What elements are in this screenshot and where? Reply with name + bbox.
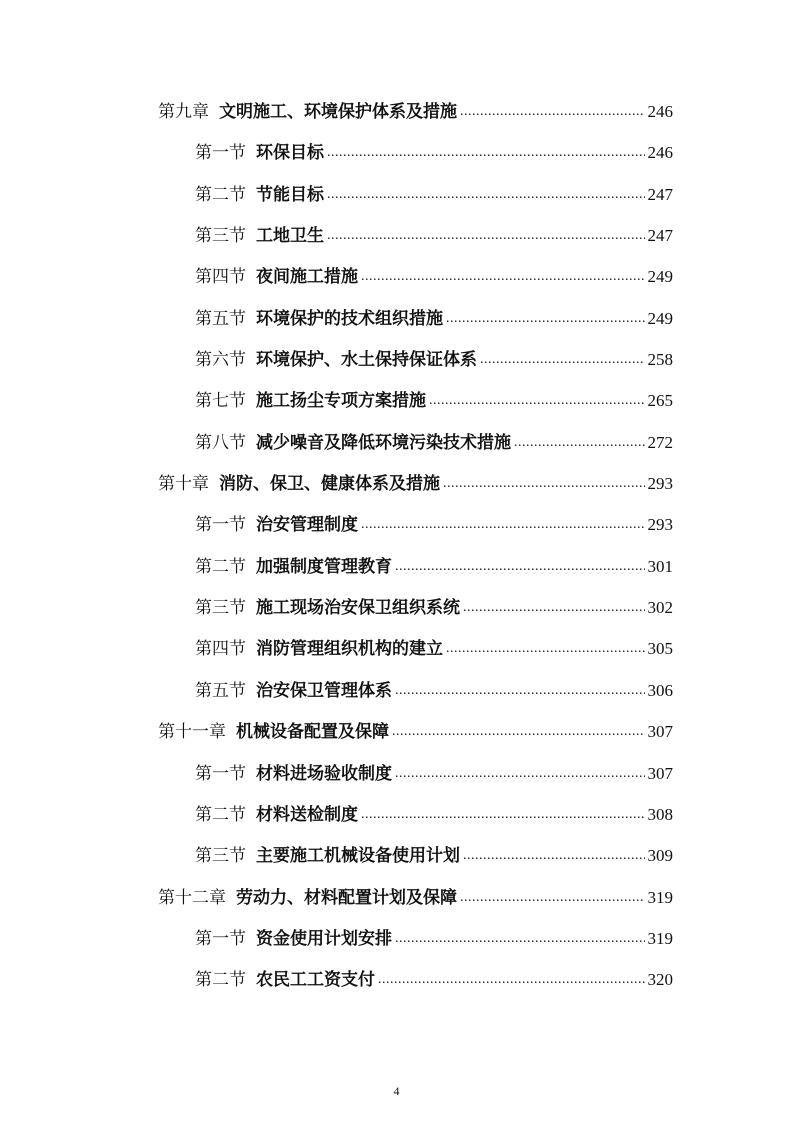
entry-page: 293 bbox=[647, 515, 673, 534]
toc-entry bbox=[195, 634, 673, 660]
entry-number: 第二节 bbox=[195, 185, 246, 205]
dot-leader bbox=[361, 266, 645, 288]
entry-number: 第五节 bbox=[195, 309, 246, 329]
entry-page: 247 bbox=[647, 185, 673, 204]
entry-number: 第五节 bbox=[195, 681, 246, 701]
entry-page: 320 bbox=[647, 970, 673, 989]
entry-number: 第一节 bbox=[195, 929, 246, 949]
entry-page: 306 bbox=[647, 681, 673, 700]
toc-entry bbox=[195, 841, 673, 867]
entry-title: 主要施工机械设备使用计划 bbox=[256, 846, 460, 866]
toc-entry bbox=[158, 97, 673, 123]
toc-entry bbox=[195, 510, 673, 536]
entry-page: 293 bbox=[647, 474, 673, 493]
dot-leader bbox=[395, 763, 645, 785]
entry-number: 第一节 bbox=[195, 515, 246, 535]
page-number: 4 bbox=[393, 1084, 400, 1098]
entry-number: 第九章 bbox=[158, 102, 209, 122]
entry-number: 第二节 bbox=[195, 970, 246, 990]
entry-title: 劳动力、材料配置计划及保障 bbox=[236, 888, 457, 908]
dot-leader bbox=[463, 845, 645, 867]
entry-number: 第八节 bbox=[195, 433, 246, 453]
toc-entry bbox=[158, 469, 673, 495]
toc-entry bbox=[158, 717, 673, 743]
entry-number: 第六节 bbox=[195, 350, 246, 370]
entry-number: 第四节 bbox=[195, 639, 246, 659]
dot-leader bbox=[327, 184, 645, 206]
toc-entry bbox=[195, 800, 673, 826]
entry-page: 246 bbox=[647, 102, 673, 121]
entry-number: 第三节 bbox=[195, 226, 246, 246]
entry-title: 材料进场验收制度 bbox=[256, 764, 392, 784]
entry-page: 307 bbox=[647, 722, 673, 741]
entry-page: 301 bbox=[647, 557, 673, 576]
entry-number: 第四节 bbox=[195, 267, 246, 287]
entry-title: 农民工工资支付 bbox=[256, 970, 375, 990]
dot-leader bbox=[463, 597, 645, 619]
toc-entry bbox=[195, 345, 673, 371]
entry-page: 319 bbox=[647, 929, 673, 948]
toc-entry bbox=[158, 883, 673, 909]
entry-page: 247 bbox=[647, 226, 673, 245]
entry-number: 第二节 bbox=[195, 557, 246, 577]
dot-leader bbox=[443, 473, 645, 495]
entry-title: 治安保卫管理体系 bbox=[256, 681, 392, 701]
entry-page: 272 bbox=[647, 433, 673, 452]
entry-page: 307 bbox=[647, 764, 673, 783]
toc-entry bbox=[195, 138, 673, 164]
dot-leader bbox=[446, 638, 645, 660]
toc-entry bbox=[195, 221, 673, 247]
toc-entry bbox=[195, 552, 673, 578]
entry-number: 第一节 bbox=[195, 764, 246, 784]
entry-title: 文明施工、环境保护体系及措施 bbox=[219, 102, 457, 122]
entry-page: 265 bbox=[647, 391, 673, 410]
entry-title: 治安管理制度 bbox=[256, 515, 358, 535]
entry-number: 第十二章 bbox=[158, 888, 226, 908]
entry-page: 302 bbox=[647, 598, 673, 617]
toc-entry bbox=[195, 924, 673, 950]
toc-entry bbox=[195, 759, 673, 785]
entry-title: 材料送检制度 bbox=[256, 805, 358, 825]
toc-entry bbox=[195, 180, 673, 206]
dot-leader bbox=[327, 225, 645, 247]
entry-number: 第七节 bbox=[195, 391, 246, 411]
dot-leader bbox=[392, 721, 645, 743]
dot-leader bbox=[395, 680, 645, 702]
entry-title: 消防管理组织机构的建立 bbox=[256, 639, 443, 659]
entry-page: 249 bbox=[647, 309, 673, 328]
dot-leader bbox=[460, 887, 645, 909]
entry-title: 夜间施工措施 bbox=[256, 267, 358, 287]
entry-title: 资金使用计划安排 bbox=[256, 929, 392, 949]
toc-entry bbox=[195, 965, 673, 991]
dot-leader bbox=[514, 432, 645, 454]
entry-page: 258 bbox=[647, 350, 673, 369]
entry-number: 第三节 bbox=[195, 598, 246, 618]
entry-title: 减少噪音及降低环境污染技术措施 bbox=[256, 433, 511, 453]
entry-title: 环境保护、水土保持保证体系 bbox=[256, 350, 477, 370]
entry-number: 第十一章 bbox=[158, 722, 226, 742]
entry-number: 第十章 bbox=[158, 474, 209, 494]
entry-title: 施工扬尘专项方案措施 bbox=[256, 391, 426, 411]
entry-title: 消防、保卫、健康体系及措施 bbox=[219, 474, 440, 494]
dot-leader bbox=[446, 308, 645, 330]
dot-leader bbox=[327, 142, 645, 164]
toc-entry bbox=[195, 262, 673, 288]
dot-leader bbox=[395, 556, 645, 578]
entry-title: 施工现场治安保卫组织系统 bbox=[256, 598, 460, 618]
dot-leader bbox=[361, 514, 645, 536]
entry-number: 第一节 bbox=[195, 143, 246, 163]
dot-leader bbox=[378, 969, 645, 991]
entry-title: 加强制度管理教育 bbox=[256, 557, 392, 577]
dot-leader bbox=[395, 928, 645, 950]
entry-title: 环境保护的技术组织措施 bbox=[256, 309, 443, 329]
entry-page: 246 bbox=[647, 143, 673, 162]
toc-entry bbox=[195, 304, 673, 330]
toc-entry bbox=[195, 428, 673, 454]
dot-leader bbox=[361, 804, 645, 826]
toc-entry bbox=[195, 386, 673, 412]
dot-leader bbox=[460, 101, 645, 123]
toc-entry bbox=[195, 676, 673, 702]
entry-page: 305 bbox=[647, 639, 673, 658]
entry-page: 308 bbox=[647, 805, 673, 824]
dot-leader bbox=[429, 390, 645, 412]
entry-page: 309 bbox=[647, 846, 673, 865]
entry-title: 机械设备配置及保障 bbox=[236, 722, 389, 742]
entry-page: 319 bbox=[647, 888, 673, 907]
entry-title: 环保目标 bbox=[256, 143, 324, 163]
entry-number: 第三节 bbox=[195, 846, 246, 866]
entry-title: 工地卫生 bbox=[256, 226, 324, 246]
toc-entry bbox=[195, 593, 673, 619]
entry-title: 节能目标 bbox=[256, 185, 324, 205]
entry-number: 第二节 bbox=[195, 805, 246, 825]
dot-leader bbox=[480, 349, 645, 371]
entry-page: 249 bbox=[647, 267, 673, 286]
